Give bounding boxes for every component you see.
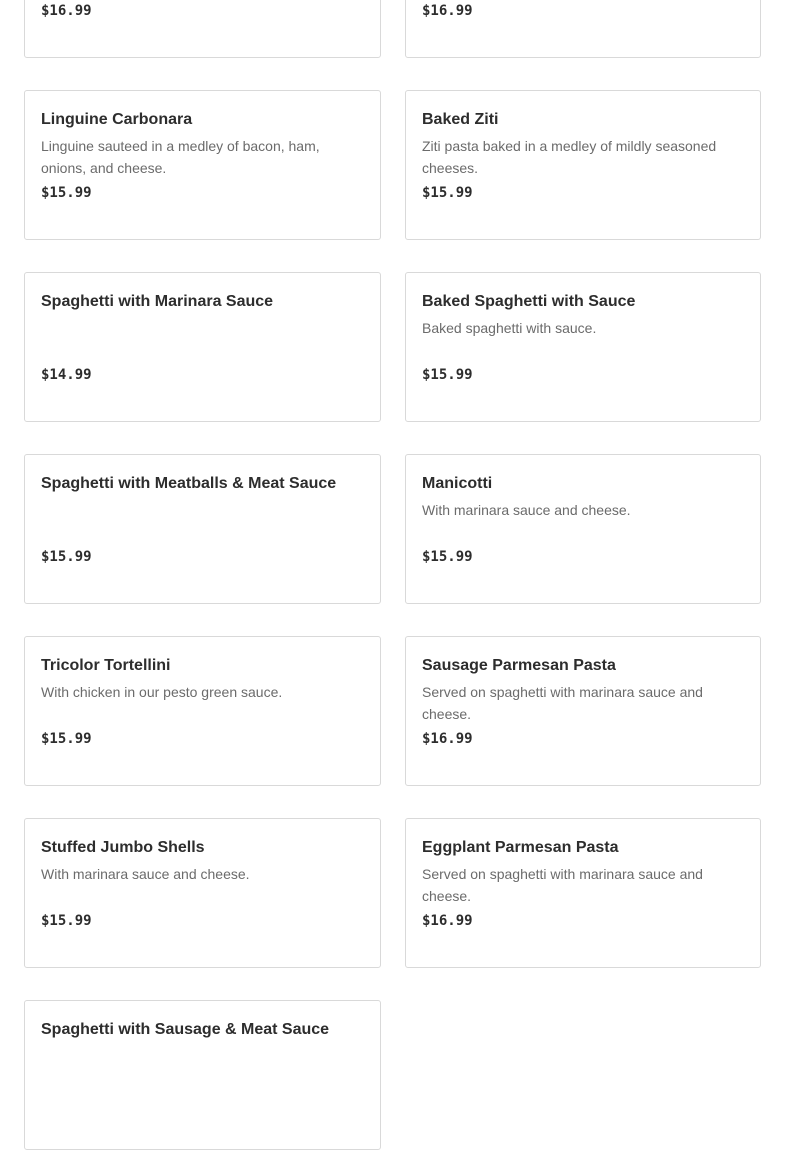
menu-item-name: Spaghetti with Sausage & Meat Sauce <box>41 1021 330 1038</box>
menu-item-price: $15.99 <box>422 549 473 565</box>
menu-item-price: $15.99 <box>41 185 92 201</box>
menu-item-description: With marinara sauce and cheese. <box>41 866 250 882</box>
menu-item-price: $16.99 <box>422 3 473 19</box>
menu-item-name: Spaghetti with Marinara Sauce <box>41 293 274 310</box>
menu-item-description: With marinara sauce and cheese. <box>422 502 631 518</box>
menu-item-card-eggplant-parmesan[interactable] <box>405 818 761 968</box>
menu-item-name: Baked Ziti <box>422 111 499 128</box>
menu-items-grid <box>24 0 761 1150</box>
menu-item-price: $16.99 <box>422 731 473 747</box>
menu-item-name: Sausage Parmesan Pasta <box>422 657 616 674</box>
menu-item-card-linguine-carbonara[interactable] <box>24 90 381 240</box>
menu-item-card-baked-ziti[interactable] <box>405 90 761 240</box>
menu-item-card-baked-spaghetti[interactable] <box>405 272 761 422</box>
menu-item-name: Tricolor Tortellini <box>41 657 171 674</box>
menu-item-card-sausage-parmesan[interactable] <box>405 636 761 786</box>
menu-item-card-spaghetti-sausage[interactable] <box>24 1000 381 1150</box>
menu-item-name: Manicotti <box>422 475 493 492</box>
menu-item-description: With chicken in our pesto green sauce. <box>41 684 283 700</box>
menu-item-description: Baked spaghetti with sauce. <box>422 320 597 336</box>
menu-item-card-spaghetti-meatballs[interactable] <box>24 454 381 604</box>
menu-item-card-manicotti[interactable] <box>405 454 761 604</box>
menu-item-price: $15.99 <box>422 367 473 383</box>
menu-item-card[interactable] <box>405 0 761 58</box>
menu-item-description: Served on spaghetti with marinara sauce and cheese. <box>422 684 703 722</box>
menu-item-price: $15.99 <box>41 731 92 747</box>
menu-item-name: Linguine Carbonara <box>41 111 193 128</box>
menu-item-description: Linguine sauteed in a medley of bacon, ham, onions, and cheese. <box>41 138 320 176</box>
menu-item-card-tricolor-tortellini[interactable] <box>24 636 381 786</box>
menu-item-card[interactable] <box>24 0 381 58</box>
menu-item-description: Served on spaghetti with marinara sauce and cheese. <box>422 866 703 904</box>
menu-item-name: Eggplant Parmesan Pasta <box>422 839 619 856</box>
menu-item-price: $15.99 <box>41 549 92 565</box>
menu-item-price: $14.99 <box>41 367 92 383</box>
menu-item-name: Baked Spaghetti with Sauce <box>422 293 636 310</box>
menu-item-description: Ziti pasta baked in a medley of mildly seasoned cheeses. <box>422 138 717 176</box>
menu-item-name: Stuffed Jumbo Shells <box>41 839 205 856</box>
menu-item-card-spaghetti-marinara[interactable] <box>24 272 381 422</box>
menu-item-card-stuffed-shells[interactable] <box>24 818 381 968</box>
menu-item-price: $15.99 <box>41 913 92 929</box>
menu-item-name: Spaghetti with Meatballs & Meat Sauce <box>41 475 337 492</box>
menu-item-price: $16.99 <box>41 3 92 19</box>
menu-item-price: $16.99 <box>422 913 473 929</box>
menu-item-price: $15.99 <box>422 185 473 201</box>
